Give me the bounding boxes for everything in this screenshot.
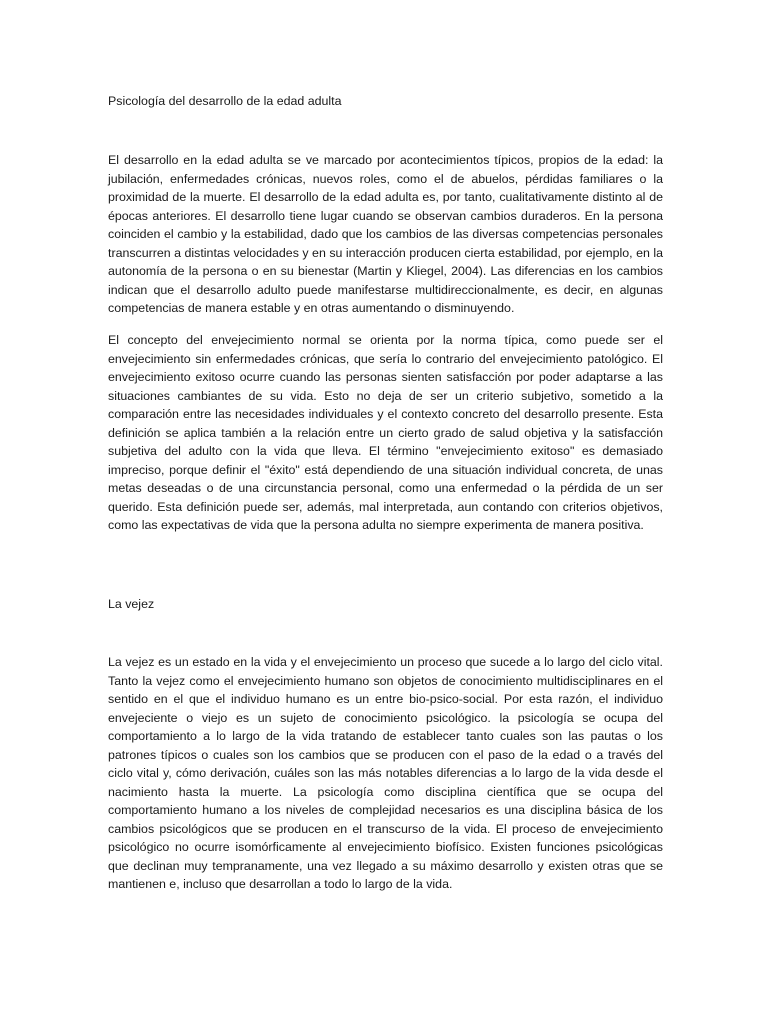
paragraph-vejez: La vejez es un estado en la vida y el envejecimiento un proceso que sucede a lo largo del ciclo vital. Tanto la vejez como el envejecimiento humano son objetos de conocimiento multidisciplinares en el sentido en el que el individuo humano es un entre bio-psico-social. Por esta razón, el individuo envejeciente o viejo es un sujeto de conocimiento psicológico. la psicología se ocupa del comportamiento a lo largo de la vida tratando de establecer tanto cuales son las pautas o los patrones típicos o cuales son los cambios que se producen con el paso de la edad o a través del ciclo vital y, cómo derivación, cuáles son las más notables diferencias a lo largo de la vida desde el nacimiento hasta la muerte. La psicología como disciplina científica que se ocupa del comportamiento humano a los niveles de complejidad necesarios es una disciplina básica de los cambios psicológicos que se producen en el transcurso de la vida. El proceso de envejecimiento psicológico no ocurre isomórficamente al envejecimiento biofísico. Existen funciones psicológicas que declinan muy tempranamente, una vez llegado a su máximo desarrollo y existen otras que se mantienen e, incluso que desarrollan a todo lo largo de la vida. bbox=[108, 655, 663, 891]
document-page bbox=[108, 0, 663, 1024]
document-title: Psicología del desarrollo de la edad adulta bbox=[108, 94, 342, 108]
paragraph-adult-development: El desarrollo en la edad adulta se ve marcado por acontecimientos típicos, propios de la edad: la jubilación, enfermedades crónicas, nuevos roles, como el de abuelos, pérdidas familiares o la proximidad de la muerte. El desarrollo de la edad adulta es, por tanto, cualitativamente distinto al de épocas anteriores. El desarrollo tiene lugar cuando se observan cambios duraderos. En la persona coinciden el cambio y la estabilidad, dado que los cambios de las diversas competencias personales transcurren a distintas velocidades y en su interacción producen cierta estabilidad, por ejemplo, en la autonomía de la persona o en su bienestar (Martin y Kliegel, 2004). Las diferencias en los cambios indican que el desarrollo adulto puede manifestarse multidireccionalmente, es decir, en algunas competencias de manera estable y en otras aumentando o disminuyendo. bbox=[108, 153, 663, 315]
paragraph-normal-aging: El concepto del envejecimiento normal se orienta por la norma típica, como puede ser el envejecimiento sin enfermedades crónicas, que sería lo contrario del envejecimiento patológico. El envejecimiento exitoso ocurre cuando las personas sienten satisfacción por poder adaptarse a las situaciones cambiantes de su vida. Esto no deja de ser un criterio subjetivo, sometido a la comparación entre las necesidades individuales y el contexto concreto del desarrollo presente. Esta definición se aplica también a la relación entre un cierto grado de salud objetiva y la satisfacción subjetiva del adulto con la vida que lleva. El término "envejecimiento exitoso" es demasiado impreciso, porque definir el "éxito" está dependiendo de una situación individual concreta, de unas metas deseadas o de una circunstancia personal, como una enfermedad o la pérdida de un ser querido. Esta definición puede ser, además, mal interpretada, aun contando con criterios objetivos, como las expectativas de vida que la persona adulta no siempre experimenta de manera positiva. bbox=[108, 333, 663, 532]
section-title-vejez: La vejez bbox=[108, 597, 155, 611]
